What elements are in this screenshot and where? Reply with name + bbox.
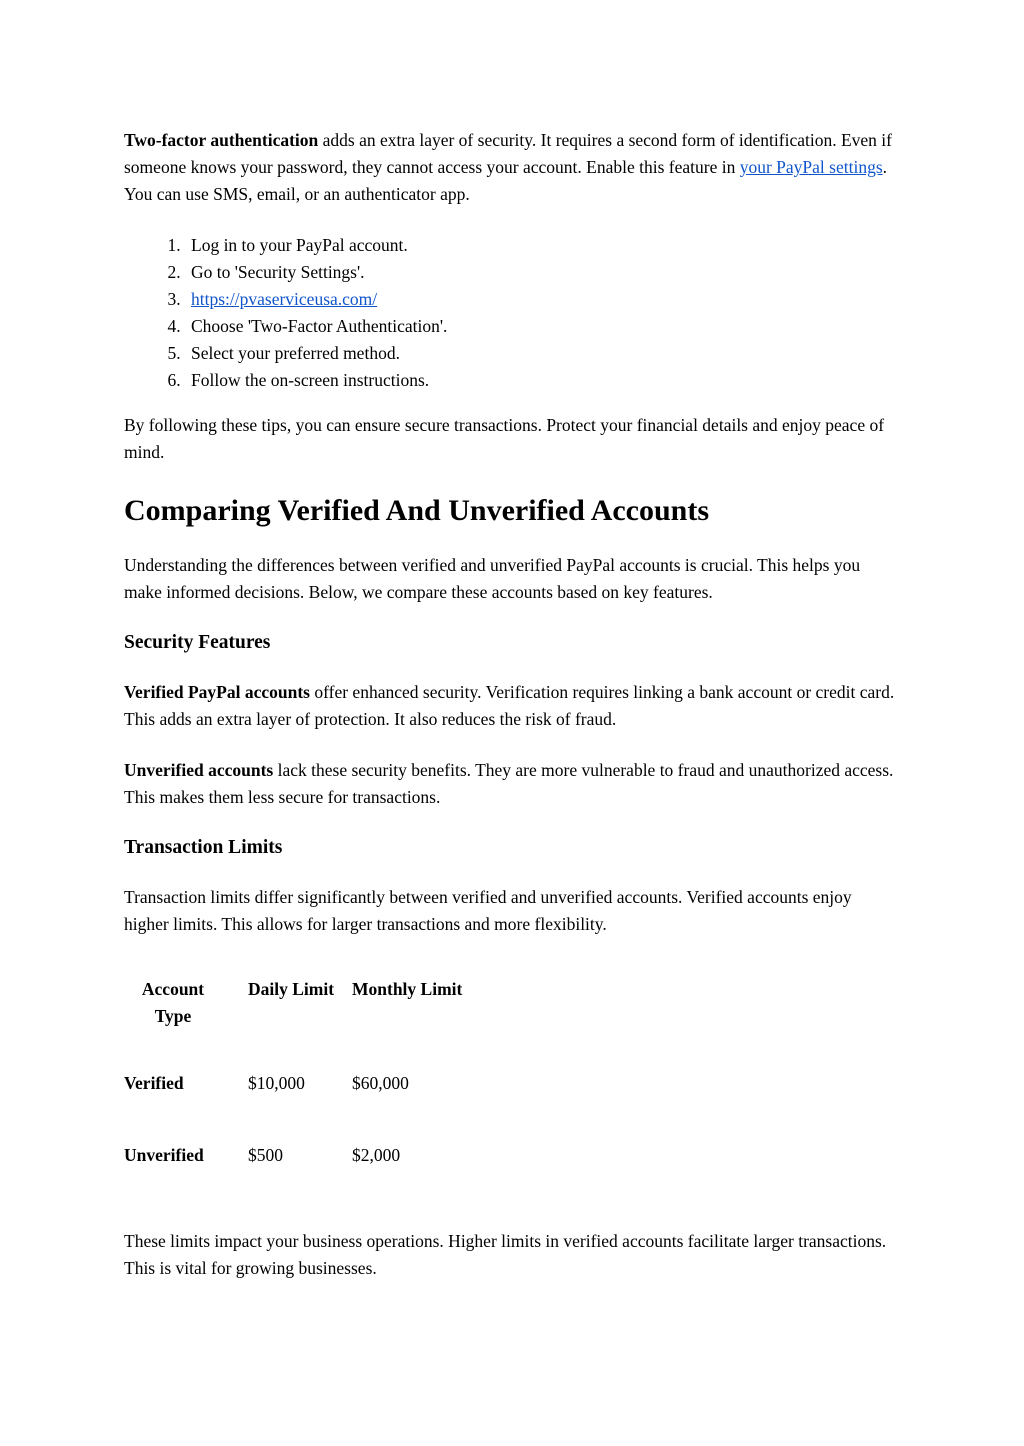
transaction-limits-heading: Transaction Limits — [124, 837, 283, 858]
pvaserviceusa-link[interactable]: https://pvaserviceusa.com/ — [191, 289, 378, 309]
unverified-security-paragraph — [124, 757, 896, 811]
transaction-limits-intro-paragraph: Transaction limits differ significantly between verified and unverified accounts. Verified accounts enjoy higher limits. This allows for larger transactions and more flexibility. — [124, 887, 852, 934]
unverified-row-label: Unverified — [124, 1145, 204, 1165]
list-item — [185, 340, 896, 367]
table-row — [124, 1070, 532, 1142]
verified-security-paragraph — [124, 679, 896, 733]
comparison-section-title: Comparing Verified And Unverified Accounts — [124, 494, 710, 527]
comparison-intro-paragraph: Understanding the differences between verified and unverified PayPal accounts is crucial. This helps you make informed decisions. Below, we compare these accounts based on key features. — [124, 555, 861, 602]
intro-text-1: adds an extra layer of security. It requires a second form of identification. Even if someone knows your password, they cannot access your account. Enable this feature in — [124, 130, 892, 177]
table-header-row — [124, 962, 532, 1070]
step-6-text: Follow the on-screen instructions. — [191, 370, 430, 390]
unverified-bold-lead: Unverified accounts — [124, 760, 274, 780]
list-item — [185, 259, 896, 286]
limits-outro-paragraph: These limits impact your business operations. Higher limits in verified accounts facilitate larger transactions. This is vital for growing businesses. — [124, 1231, 887, 1278]
security-features-heading: Security Features — [124, 632, 271, 653]
step-5-text: Select your preferred method. — [191, 343, 400, 363]
verified-row-label: Verified — [124, 1073, 184, 1093]
unverified-security-text: lack these security benefits. They are more vulnerable to fraud and unauthorized access. This makes them less secure for transactions. — [124, 760, 894, 807]
step-4-text: Choose 'Two-Factor Authentication'. — [191, 316, 448, 336]
two-factor-steps-list — [124, 232, 896, 394]
verified-monthly-limit: $60,000 — [352, 1073, 409, 1093]
unverified-daily-limit: $500 — [248, 1145, 283, 1165]
step-1-text: Log in to your PayPal account. — [191, 235, 408, 255]
list-item — [185, 313, 896, 340]
header-daily-limit: Daily Limit — [248, 979, 335, 999]
limits-table — [124, 962, 532, 1214]
list-item — [185, 286, 896, 313]
header-monthly-limit: Monthly Limit — [352, 979, 463, 999]
paypal-settings-link[interactable]: your PayPal settings — [739, 157, 883, 177]
list-item — [185, 232, 896, 259]
intro-bold-lead: Two-factor authentication — [124, 130, 319, 150]
intro-paragraph — [124, 127, 896, 208]
table-row — [124, 1142, 532, 1214]
unverified-monthly-limit: $2,000 — [352, 1145, 401, 1165]
verified-daily-limit: $10,000 — [248, 1073, 305, 1093]
list-item — [185, 367, 896, 394]
verified-security-text: offer enhanced security. Verification requires linking a bank account or credit card. This adds an extra layer of protection. It also reduces the risk of fraud. — [124, 682, 895, 729]
step-2-text: Go to 'Security Settings'. — [191, 262, 365, 282]
intro-text-2: . You can use SMS, email, or an authenticator app. — [124, 157, 888, 204]
tips-outro-paragraph: By following these tips, you can ensure secure transactions. Protect your financial details and enjoy peace of mind. — [124, 415, 885, 462]
header-account-type: Account Type — [141, 979, 205, 1026]
verified-bold-lead: Verified PayPal accounts — [124, 682, 310, 702]
